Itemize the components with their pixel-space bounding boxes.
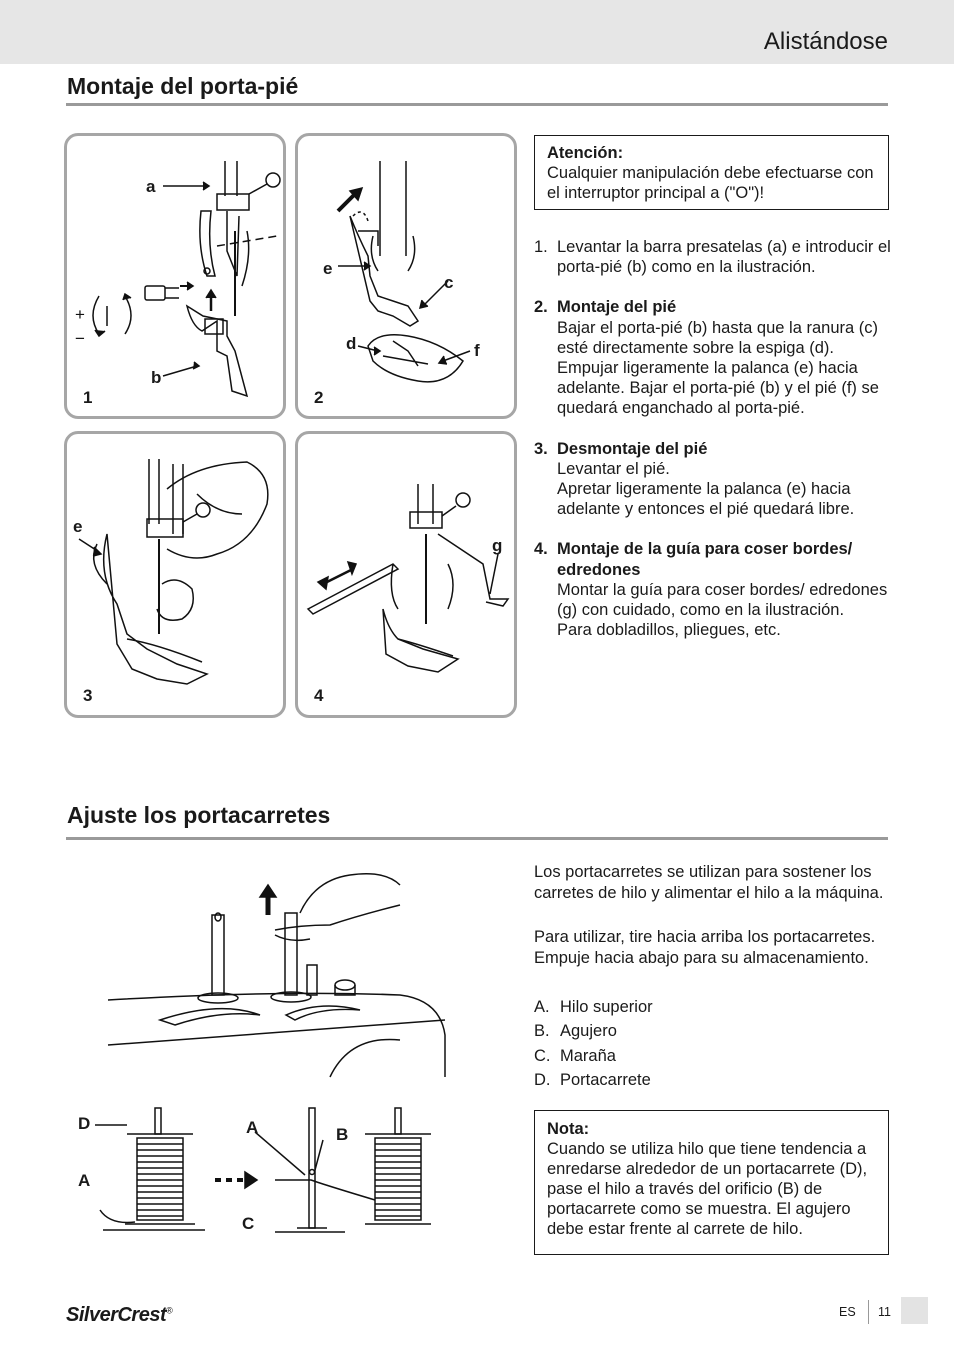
legend-letter: C. [534,1046,551,1065]
usage-paragraph: Para utilizar, tire hacia arriba los portacarretes. Empuje hacia abajo para su almacenamiento. [534,928,876,967]
legend-text: Hilo superior [560,998,653,1016]
figure-panel-4 [295,431,517,718]
legend-letter: A. [534,998,550,1016]
step-number: 1. [534,238,548,256]
step-number: 2. [534,298,548,317]
label-a: a [146,177,156,196]
label-g: g [492,536,503,555]
step-4 [534,539,894,640]
label-c: c [444,273,454,292]
spool-threading-diagram [75,1100,455,1240]
section-rule [66,103,888,106]
legend-text: Portacarrete [560,1071,651,1090]
step-text: Bajar el porta-pié (b) hasta que la ranura (c) esté directamente sobre la espiga (d). Empujar ligeramente la palanca (e) hacia adelante. Bajar el porta-pié (b) y el pié (f) se quedará enganchado al porta-pié. [557,318,879,418]
label-C: C [242,1214,255,1233]
panel-number: 3 [83,686,93,705]
figure-panel-3 [64,431,286,718]
label-A: A [78,1171,91,1190]
label-d: d [346,334,357,353]
label-B: B [336,1125,349,1144]
page-header-title: Alistándose [763,28,888,55]
brand-logo [66,1304,172,1327]
step-text: Para dobladillos, pliegues, etc. [557,621,781,640]
svg-text:+: + [75,305,85,324]
page-tab-marker [901,1297,928,1324]
instruction-steps [534,237,894,660]
attention-text: Cualquier manipulación debe efectuarse con el interruptor principal a ("O")! [547,164,874,202]
note-box [534,1110,889,1255]
step-title: Desmontaje del pié [557,439,708,458]
step-title: Montaje de la guía para coser bordes/ edredones [557,540,853,579]
step-number: 4. [534,540,548,559]
panel-number: 4 [314,686,324,705]
note-title: Nota: [547,1120,590,1138]
figure-panel-1 [64,133,286,419]
figure-panel-2 [295,133,517,419]
legend-letter: D. [534,1071,551,1090]
section-title-porta-pie: Montaje del porta-pié [67,73,299,99]
step-1 [534,237,894,277]
step-2 [534,297,894,418]
step-3 [534,439,894,520]
quilting-guide-illustration [298,434,514,715]
legend-text: Agujero [560,1022,617,1041]
svg-text:−: − [75,329,85,348]
step-text: Levantar la barra presatelas (a) e introducir el porta-pié (b) como en la ilustración. [557,238,891,277]
legend-item [534,1068,653,1092]
step-text: Apretar ligeramente la palanca (e) hacia adelante y entonces el pié quedará libre. [557,480,855,519]
label-A: A [246,1118,259,1137]
step-text: Levantar el pié. [557,459,670,478]
attention-box [534,135,889,210]
legend-letter: B. [534,1022,550,1041]
step-title: Montaje del pié [557,298,677,317]
spool-pin-illustration [100,865,460,1085]
page-number: 11 [878,1305,891,1319]
section-rule [66,837,888,840]
footer-divider [868,1300,869,1324]
legend-item [534,1044,653,1068]
attention-title: Atención: [547,144,624,162]
language-code: ES [839,1305,856,1319]
note-text: Cuando se utiliza hilo que tiene tendencia a enredarse alrededor de un portacarrete (D), pase el hilo a través del orificio (B) de portacarrete como se muestra. El agujero debe estar frente al carrete de hilo. [547,1140,868,1238]
legend-text: Maraña [560,1046,616,1065]
step-number: 3. [534,439,548,458]
intro-paragraph: Los portacarretes se utilizan para sostener los carretes de hilo y alimentar el hilo a la máquina. [534,863,884,902]
brand-name: SilverCrest [66,1304,167,1326]
step-text: Montar la guía para coser bordes/ edredones (g) con cuidado, como en la ilustración. [557,580,888,620]
label-f: f [474,341,480,360]
legend-item [534,995,653,1019]
presser-bar-illustration [67,136,283,416]
presser-foot-removal-illustration [67,434,283,715]
label-e: e [323,259,333,278]
section-title-portacarretes: Ajuste los portacarretes [67,802,331,828]
label-e: e [73,517,83,536]
trademark-symbol: ® [166,1305,173,1316]
label-b: b [151,368,162,387]
panel-number: 1 [83,388,93,407]
panel-number: 2 [314,388,324,407]
legend-item [534,1019,653,1043]
legend-list [534,995,653,1093]
label-D: D [78,1114,91,1133]
